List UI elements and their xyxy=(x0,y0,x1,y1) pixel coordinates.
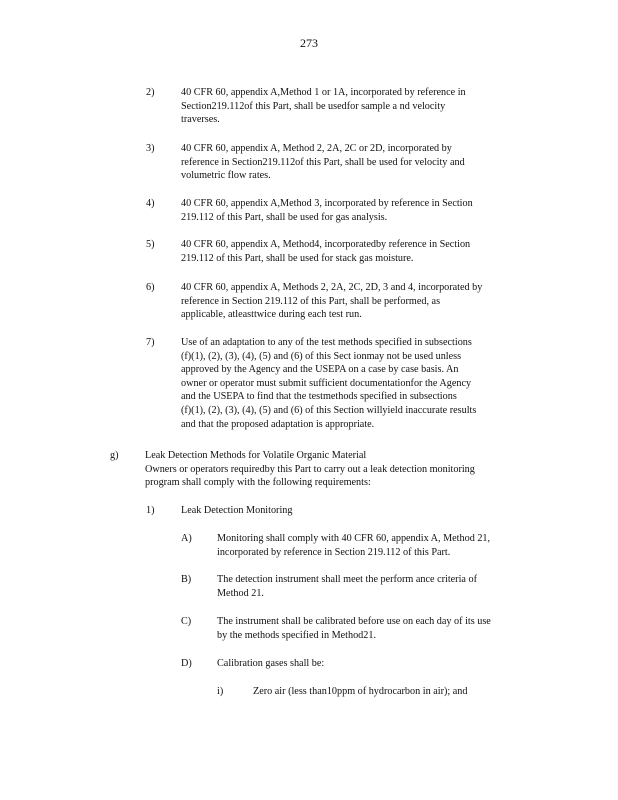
item-label: B) xyxy=(181,574,192,585)
item-label: C) xyxy=(181,616,192,627)
item-label: 4) xyxy=(146,198,155,209)
text-line: reference in Section 219.112 of this Part, shall be performed, as xyxy=(181,295,441,307)
text-line: 40 CFR 60, appendix A, Methods 2, 2A, 2C, 2D, 3 and 4, incorporated by xyxy=(181,282,483,293)
text-line: and that the proposed adaptation is appropriate. xyxy=(181,418,375,430)
item-label: i) xyxy=(217,686,224,697)
text-line: 40 CFR 60, appendix A,Method 1 or 1A, incorporated by reference in xyxy=(181,87,466,98)
item-label: 2) xyxy=(146,87,155,98)
text-line: traverses. xyxy=(181,114,220,126)
page-number: 273 xyxy=(300,36,318,50)
text-line: volumetric flow rates. xyxy=(181,170,271,182)
item-label: 1) xyxy=(146,505,155,516)
text-line: incorporated by reference in Section 219.112 of this Part. xyxy=(217,546,451,558)
item-label: D) xyxy=(181,658,192,669)
text-line: Zero air (less than10ppm of hydrocarbon in air); and xyxy=(253,686,468,697)
item-label: 5) xyxy=(146,239,155,250)
text-line: (f)(1), (2), (3), (4), (5) and (6) of this Sect ionmay not be used unless xyxy=(181,350,462,362)
text-line: Section219.112of this Part, shall be usedfor sample a nd velocity xyxy=(181,100,446,112)
text-line: by the methods specified in Method21. xyxy=(217,629,377,641)
text-line: approved by the Agency and the USEPA on a case by case basis. An xyxy=(181,364,459,376)
subsection-heading: Leak Detection Monitoring xyxy=(181,505,293,516)
text-line: Calibration gases shall be: xyxy=(217,658,325,669)
text-line: program shall comply with the following requirements: xyxy=(145,477,371,489)
item-label: 7) xyxy=(146,337,155,348)
text-line: reference in Section219.112of this Part, shall be used for velocity and xyxy=(181,156,465,168)
text-line: Use of an adaptation to any of the test methods specified in subsections xyxy=(181,337,472,348)
text-line: (f)(1), (2), (3), (4), (5) and (6) of this Section willyield inaccurate results xyxy=(181,404,477,416)
text-line: 219.112 of this Part, shall be used for stack gas moisture. xyxy=(181,252,414,264)
text-line: Owners or operators requiredby this Part to carry out a leak detection monitoring xyxy=(145,463,475,475)
text-line: Method 21. xyxy=(217,587,264,599)
text-line: 40 CFR 60, appendix A,Method 3, incorporated by reference in Section xyxy=(181,198,473,209)
text-line: 40 CFR 60, appendix A, Method4, incorporatedby reference in Section xyxy=(181,239,471,250)
item-label: A) xyxy=(181,533,192,544)
text-line: The detection instrument shall meet the perform ance criteria of xyxy=(217,574,477,585)
section-heading: Leak Detection Methods for Volatile Organic Material xyxy=(145,450,367,461)
text-line: 40 CFR 60, appendix A, Method 2, 2A, 2C or 2D, incorporated by xyxy=(181,143,452,154)
text-line: 219.112 of this Part, shall be used for gas analysis. xyxy=(181,211,388,223)
text-line: Monitoring shall comply with 40 CFR 60, appendix A, Method 21, xyxy=(217,533,491,544)
item-label: 6) xyxy=(146,282,155,293)
text-line: and the USEPA to find that the testmethods specified in subsections xyxy=(181,391,457,403)
text-line: owner or operator must submit sufficient documentationfor the Agency xyxy=(181,377,472,389)
item-label: g) xyxy=(110,450,119,461)
text-line: The instrument shall be calibrated before use on each day of its use xyxy=(217,616,491,627)
text-line: applicable, atleasttwice during each test run. xyxy=(181,309,362,321)
item-label: 3) xyxy=(146,143,155,154)
